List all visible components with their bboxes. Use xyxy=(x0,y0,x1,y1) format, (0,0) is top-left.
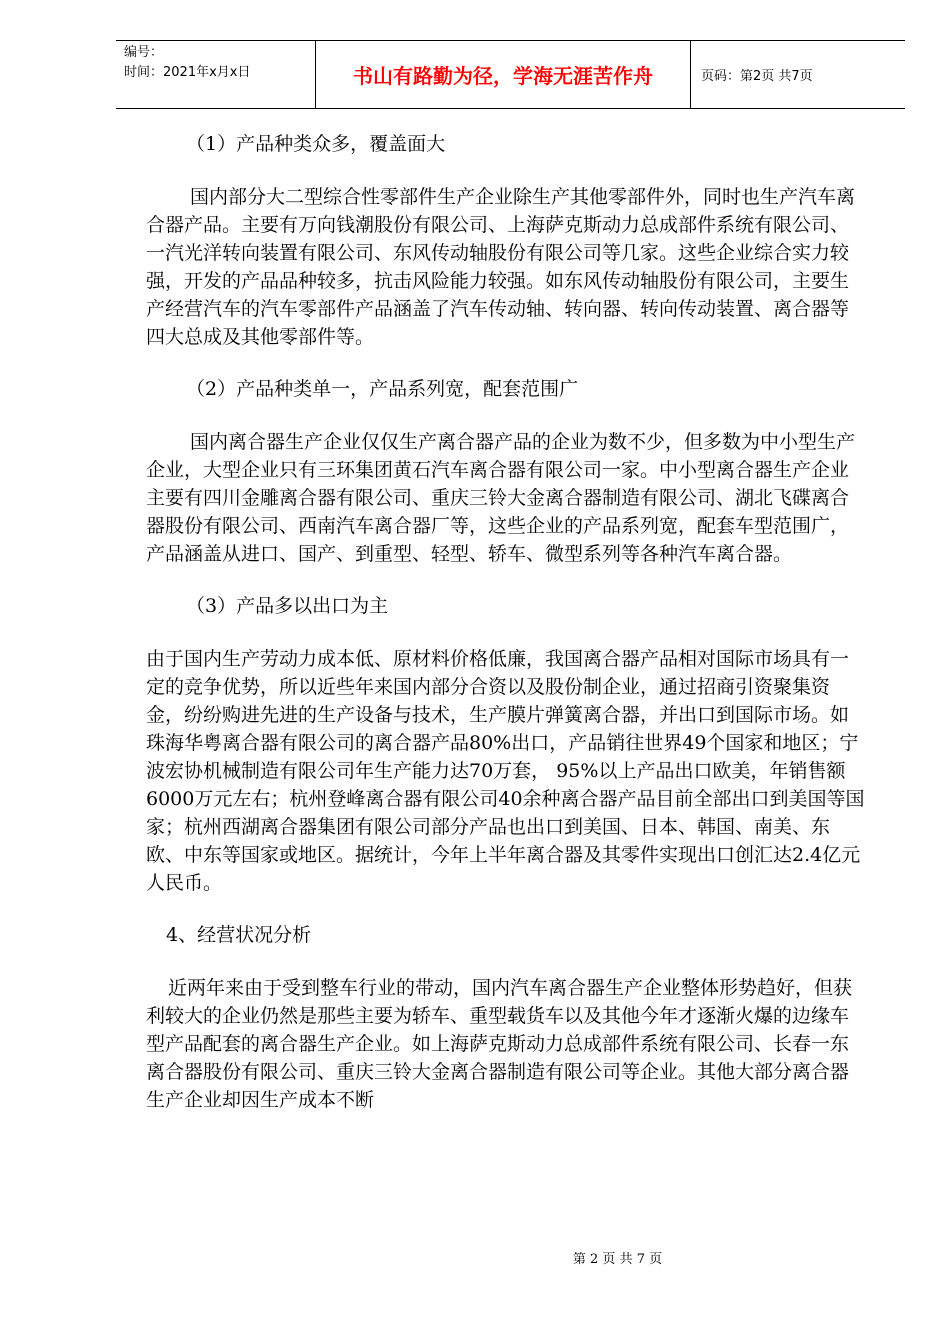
page-info: 页码：第2页 共7页 xyxy=(701,69,813,84)
paragraph-3: 由于国内生产劳动力成本低、原材料价格低廉，我国离合器产品相对国际市场具有一定的竞争优势，所以近些年来国内部分合资以及股份制企业，通过招商引资聚集资金，纷纷购进先进的生产设备与技术，生产膜片弹簧离合器，并出口到国际市场。如珠海华粤离合器有限公司的离合器产品80%出口，产品销往世界49个国家和地区；宁波宏协机械制造有限公司年生产能力达70万套， 95%以上产品出口欧美，年销售额6000万元左右；杭州登峰离合器有限公司40余种离合器产品目前全部出口到美国等国家；杭州西湖离合器集团有限公司部分产品也出口到美国、日本、韩国、南美、东欧、中东等国家或地区。据统计，今年上半年离合器及其零件实现出口创汇达2.4亿元人民币。 xyxy=(146,648,865,894)
section-heading-3: （3）产品多以出口为主 xyxy=(186,595,389,617)
document-header xyxy=(116,40,905,109)
paragraph-4: 近两年来由于受到整车行业的带动，国内汽车离合器生产企业整体形势趋好，但获利较大的企业仍然是那些主要为轿车、重型载货车以及其他今年才逐渐火爆的边缘车型产品配套的离合器生产企业。如上海萨克斯动力总成部件系统有限公司、长春一东离合器股份有限公司、重庆三铃大金离合器制造有限公司等企业。其他大部分离合器生产企业却因生产成本不断 xyxy=(146,977,853,1111)
time-label: 时间：2021年x月x日 xyxy=(124,65,251,80)
page-footer: 第 2 页 共 7 页 xyxy=(572,1252,663,1267)
paragraph-1: 国内部分大二型综合性零部件生产企业除生产其他零部件外，同时也生产汽车离合器产品。主要有万向钱潮股份有限公司、上海萨克斯动力总成部件系统有限公司、一汽光洋转向装置有限公司、东风传动轴股份有限公司等几家。这些企业综合实力较强，开发的产品品种较多，抗击风险能力较强。如东风传动轴股份有限公司，主要生产经营汽车的汽车零部件产品涵盖了汽车传动轴、转向器、转向传动装置、离合器等四大总成及其他零部件等。 xyxy=(146,186,856,348)
section-heading-2: （2）产品种类单一，产品系列宽，配套范围广 xyxy=(186,378,579,400)
motto: 书山有路勤为径，学海无涯苦作舟 xyxy=(316,41,691,108)
section-heading-4: 4、经营状况分析 xyxy=(166,924,312,946)
document-body xyxy=(146,130,866,1138)
section-heading-1: （1）产品种类众多，覆盖面大 xyxy=(186,133,446,155)
paragraph-2: 国内离合器生产企业仅仅生产离合器产品的企业为数不少，但多数为中小型生产企业，大型企业只有三环集团黄石汽车离合器有限公司一家。中小型离合器生产企业主要有四川金雕离合器有限公司、重庆三铃大金离合器制造有限公司、湖北飞碟离合器股份有限公司、西南汽车离合器厂等，这些企业的产品系列宽，配套车型范围广，产品涵盖从进口、国产、到重型、轻型、轿车、微型系列等各种汽车离合器。 xyxy=(146,431,856,565)
header-meta-cell xyxy=(116,41,316,108)
number-label: 编号： xyxy=(124,45,164,60)
